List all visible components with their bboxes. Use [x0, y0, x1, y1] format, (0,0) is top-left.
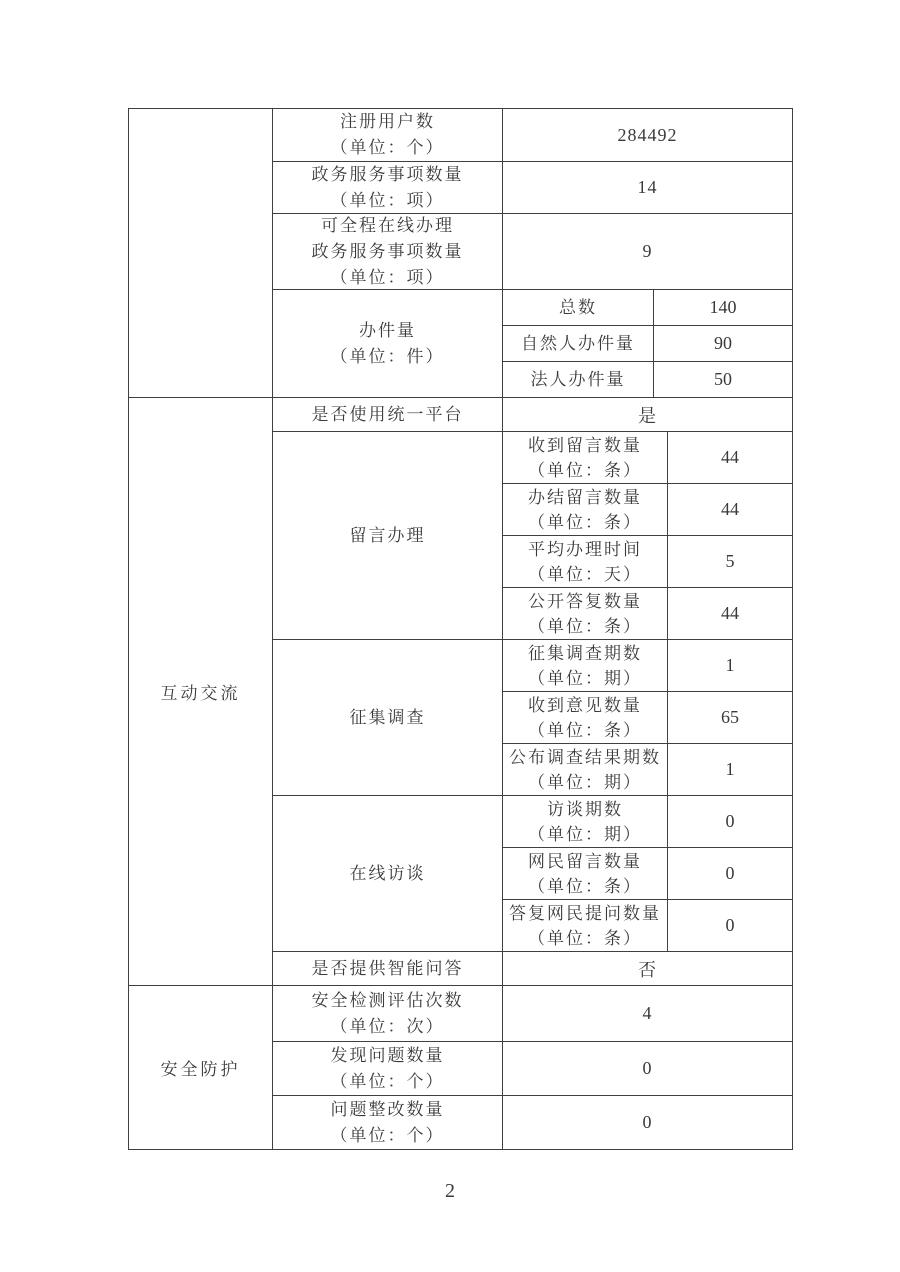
- unified-platform-value: 是: [638, 405, 657, 426]
- row-registered-users: [273, 109, 792, 161]
- case-volume-label: [273, 290, 503, 397]
- subrow-results-published: [503, 743, 792, 795]
- subrow-questions-answered: [503, 899, 792, 951]
- label-line: 公布调查结果期数: [509, 747, 661, 767]
- smart-qa-value: 否: [638, 959, 657, 980]
- interview-issues-label: [503, 796, 668, 847]
- natural-person-value: 90: [714, 333, 732, 353]
- registered-users-label: [273, 109, 503, 161]
- total-label: 总数: [503, 290, 654, 325]
- label-line: 收到意见数量: [528, 695, 642, 715]
- legal-person-label: 法人办件量: [503, 362, 654, 397]
- questions-answered-value: 0: [725, 915, 735, 935]
- subrow-total: [503, 290, 792, 325]
- government-report-table: [128, 108, 793, 1150]
- label-unit: （单位：次）: [330, 1016, 445, 1036]
- questions-answered-label: [503, 900, 668, 951]
- public-replies-value: 44: [721, 603, 739, 623]
- page-number: 2: [445, 1180, 455, 1202]
- problems-rectified-label: [273, 1096, 503, 1149]
- label-unit: （单位：条）: [528, 616, 642, 636]
- subrow-interview-issues: [503, 796, 792, 847]
- label-line: 注册用户数: [340, 112, 435, 131]
- subrow-netizen-messages: [503, 847, 792, 899]
- row-security-assessments: [273, 986, 792, 1041]
- label-line: 收到留言数量: [528, 435, 642, 455]
- label-line: 可全程在线办理: [321, 215, 454, 235]
- survey-subrows: [503, 640, 792, 795]
- label-line: 安全检测评估次数: [311, 990, 464, 1010]
- row-online-interview: [273, 795, 792, 951]
- label-line: 问题整改数量: [330, 1099, 445, 1119]
- label-unit: （单位：条）: [528, 460, 642, 480]
- survey-issues-value: 1: [725, 655, 735, 675]
- case-volume-subrows: [503, 290, 792, 397]
- section-security: [129, 985, 792, 1149]
- subrow-public-replies: [503, 587, 792, 639]
- full-online-items-value: 9: [642, 241, 653, 261]
- average-time-value: 5: [725, 551, 735, 571]
- label-unit: （单位：期）: [528, 772, 642, 792]
- service-items-label: [273, 162, 503, 213]
- label-unit: （单位：个）: [330, 1125, 445, 1145]
- total-value: 140: [709, 297, 737, 317]
- row-problems-found: [273, 1041, 792, 1095]
- label-line: 政务服务事项数量: [311, 241, 464, 261]
- row-full-online-items: [273, 213, 792, 289]
- label-line: 政务服务事项数量: [311, 164, 464, 184]
- messages-received-label: [503, 432, 668, 483]
- interview-issues-value: 0: [725, 811, 735, 831]
- label-line: 平均办理时间: [528, 539, 642, 559]
- messages-received-value: 44: [721, 447, 739, 467]
- label-unit: （单位：项）: [330, 190, 445, 210]
- label-unit: （单位：天）: [528, 564, 642, 584]
- label-line: 办结留言数量: [528, 487, 642, 507]
- problems-found-label: [273, 1042, 503, 1095]
- online-interview-label: 在线访谈: [273, 796, 503, 951]
- unified-platform-label: 是否使用统一平台: [273, 398, 503, 431]
- opinions-received-value: 65: [721, 707, 739, 727]
- subrow-messages-received: [503, 432, 792, 483]
- smart-qa-label: 是否提供智能问答: [273, 952, 503, 985]
- label-line: 访谈期数: [547, 799, 623, 819]
- average-time-label: [503, 536, 668, 587]
- row-case-volume: [273, 289, 792, 397]
- opinions-received-label: [503, 692, 668, 743]
- public-replies-label: [503, 588, 668, 639]
- label-unit: （单位：个）: [330, 1071, 445, 1091]
- row-problems-rectified: [273, 1095, 792, 1149]
- messages-completed-value: 44: [721, 499, 739, 519]
- label-line: 公开答复数量: [528, 591, 642, 611]
- label-line: 发现问题数量: [330, 1045, 445, 1065]
- row-message-handling: [273, 431, 792, 639]
- problems-found-value: 0: [642, 1058, 653, 1078]
- service-items-value: 14: [637, 177, 658, 197]
- row-smart-qa: [273, 951, 792, 985]
- subrow-messages-completed: [503, 483, 792, 535]
- registered-users-value: 284492: [617, 124, 678, 145]
- messages-completed-label: [503, 484, 668, 535]
- row-service-items: [273, 161, 792, 213]
- label-unit: （单位：期）: [528, 824, 642, 844]
- label-unit: （单位：件）: [330, 346, 445, 366]
- security-assessments-value: 4: [642, 1003, 653, 1023]
- section-interaction: [129, 397, 792, 985]
- subrow-legal-person: [503, 361, 792, 397]
- subrow-opinions-received: [503, 691, 792, 743]
- category-cell-interaction: 互动交流: [129, 398, 273, 985]
- message-handling-subrows: [503, 432, 792, 639]
- label-line: 征集调查期数: [528, 643, 642, 663]
- category-cell-empty: [129, 109, 273, 397]
- message-handling-label: 留言办理: [273, 432, 503, 639]
- row-survey: [273, 639, 792, 795]
- netizen-messages-value: 0: [725, 863, 735, 883]
- label-unit: （单位：条）: [528, 720, 642, 740]
- label-unit: （单位：期）: [528, 668, 642, 688]
- label-unit: （单位：条）: [528, 876, 642, 896]
- label-unit: （单位：项）: [330, 267, 445, 287]
- survey-label: 征集调查: [273, 640, 503, 795]
- full-online-items-label: [273, 214, 503, 289]
- subrow-survey-issues: [503, 640, 792, 691]
- label-unit: （单位：条）: [528, 928, 642, 948]
- category-cell-security: 安全防护: [129, 986, 273, 1149]
- subrow-natural-person: [503, 325, 792, 361]
- label-line: 办件量: [359, 320, 416, 340]
- label-unit: （单位：个）: [330, 138, 445, 157]
- results-published-label: [503, 744, 668, 795]
- row-unified-platform: [273, 398, 792, 431]
- problems-rectified-value: 0: [642, 1112, 653, 1132]
- results-published-value: 1: [725, 759, 735, 779]
- label-unit: （单位：条）: [528, 512, 642, 532]
- online-interview-subrows: [503, 796, 792, 951]
- natural-person-label: 自然人办件量: [503, 326, 654, 361]
- label-line: 网民留言数量: [528, 851, 642, 871]
- section-service: [129, 109, 792, 397]
- netizen-messages-label: [503, 848, 668, 899]
- label-line: 答复网民提问数量: [509, 903, 661, 923]
- subrow-average-time: [503, 535, 792, 587]
- survey-issues-label: [503, 640, 668, 691]
- legal-person-value: 50: [714, 369, 732, 389]
- security-assessments-label: [273, 986, 503, 1041]
